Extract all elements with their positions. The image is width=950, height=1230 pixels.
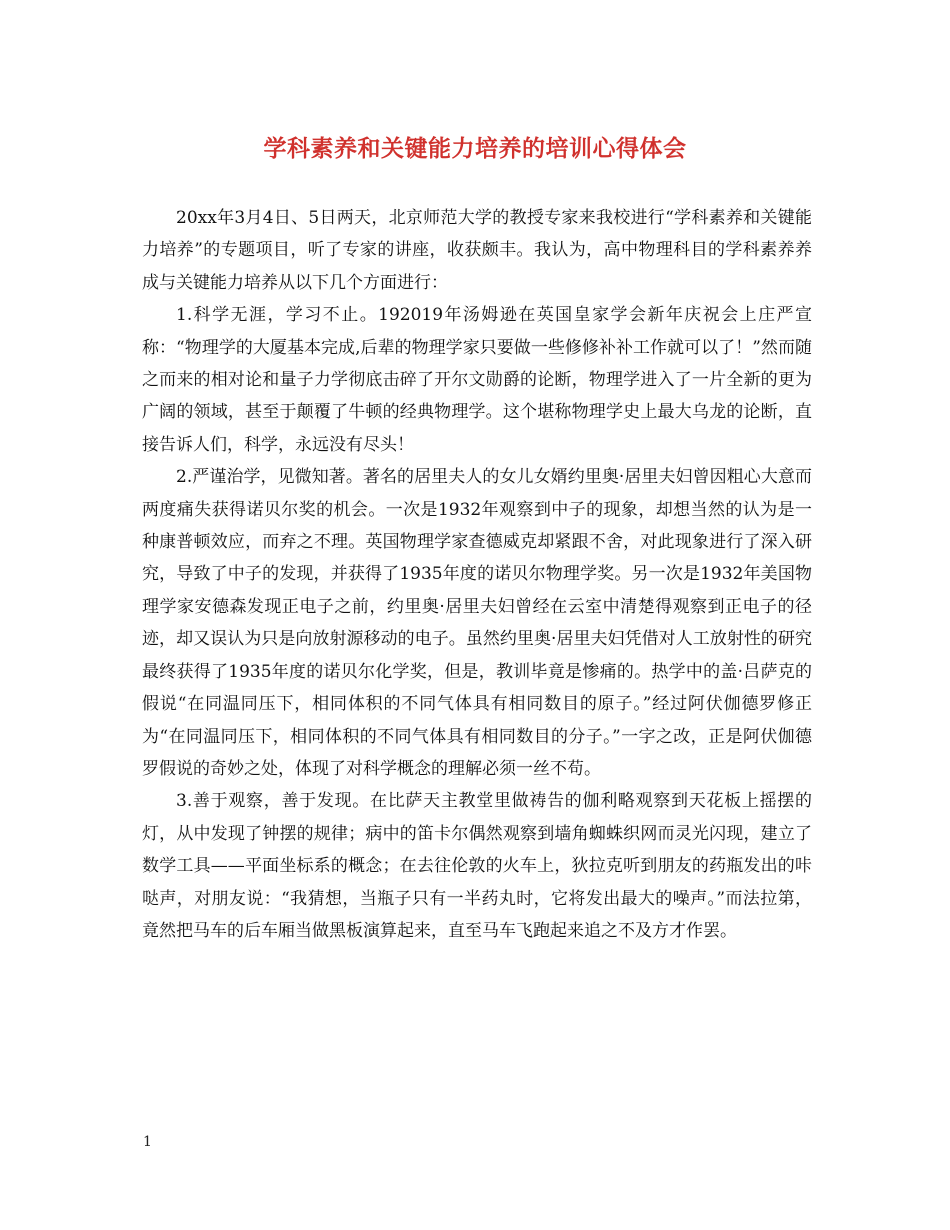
document-title: 学科素养和关键能力培养的培训心得体会: [263, 135, 687, 162]
page-number: 1: [143, 1134, 152, 1150]
intro-paragraph: 20xx年3月4日、5日两天，北京师范大学的教授专家来我校进行“学科素养和关键能力培养”的专题项目，听了专家的讲座，收获颇丰。我认为，高中物理科目的学科素养养成与关键能力培养从以下几个方面进行：: [142, 208, 812, 293]
paragraph-1-science-endless: 1.科学无涯，学习不止。192019年汤姆逊在英国皇家学会新年庆祝会上庄严宣称：“物理学的大厦基本完成,后辈的物理学家只要做一些修修补补工作就可以了！”然而随之而来的相对论和量子力学彻底击碎了开尔文勋爵的论断，物理学进入了一片全新的更为广阔的领域，甚至于颠覆了牛顿的经典物理学。这个堪称物理学史上最大乌龙的论断，直接告诉人们，科学，永远没有尽头！: [142, 305, 812, 455]
paragraph-2-rigorous-study: 2.严谨治学，见微知著。著名的居里夫人的女儿女婿约里奥·居里夫妇曾因粗心大意而两度痛失获得诺贝尔奖的机会。一次是1932年观察到中子的现象，却想当然的认为是一种康普顿效应，而弃之不理。英国物理学家查德威克却紧跟不舍，对此现象进行了深入研究，导致了中子的发现，并获得了1935年度的诺贝尔物理学奖。另一次是1932年美国物理学家安德森发现正电子之前，约里奥·居里夫妇曾经在云室中清楚得观察到正电子的径迹，却又误认为只是向放射源移动的电子。虽然约里奥·居里夫妇凭借对人工放射性的研究最终获得了1935年度的诺贝尔化学奖，但是，教训毕竟是惨痛的。热学中的盖·吕萨克的假说“在同温同压下，相同体积的不同气体具有相同数目的原子。”经过阿伏伽德罗修正为“在同温同压下，相同体积的不同气体具有相同数目的分子。”一字之改，正是阿伏伽德罗假说的奇妙之处，体现了对科学概念的理解必须一丝不苟。: [142, 467, 812, 779]
paragraph-3-observation: 3.善于观察，善于发现。在比萨天主教堂里做祷告的伽利略观察到天花板上摇摆的灯，从中发现了钟摆的规律；病中的笛卡尔偶然观察到墙角蜘蛛织网而灵光闪现，建立了数学工具——平面坐标系的概念；在去往伦敦的火车上，狄拉克听到朋友的药瓶发出的咔哒声，对朋友说：“我猜想，当瓶子只有一半药丸时，它将发出最大的噪声。”而法拉第，竟然把马车的后车厢当做黑板演算起来，直至马车飞跑起来追之不及方才作罢。: [142, 791, 812, 941]
document-body: [142, 202, 812, 947]
